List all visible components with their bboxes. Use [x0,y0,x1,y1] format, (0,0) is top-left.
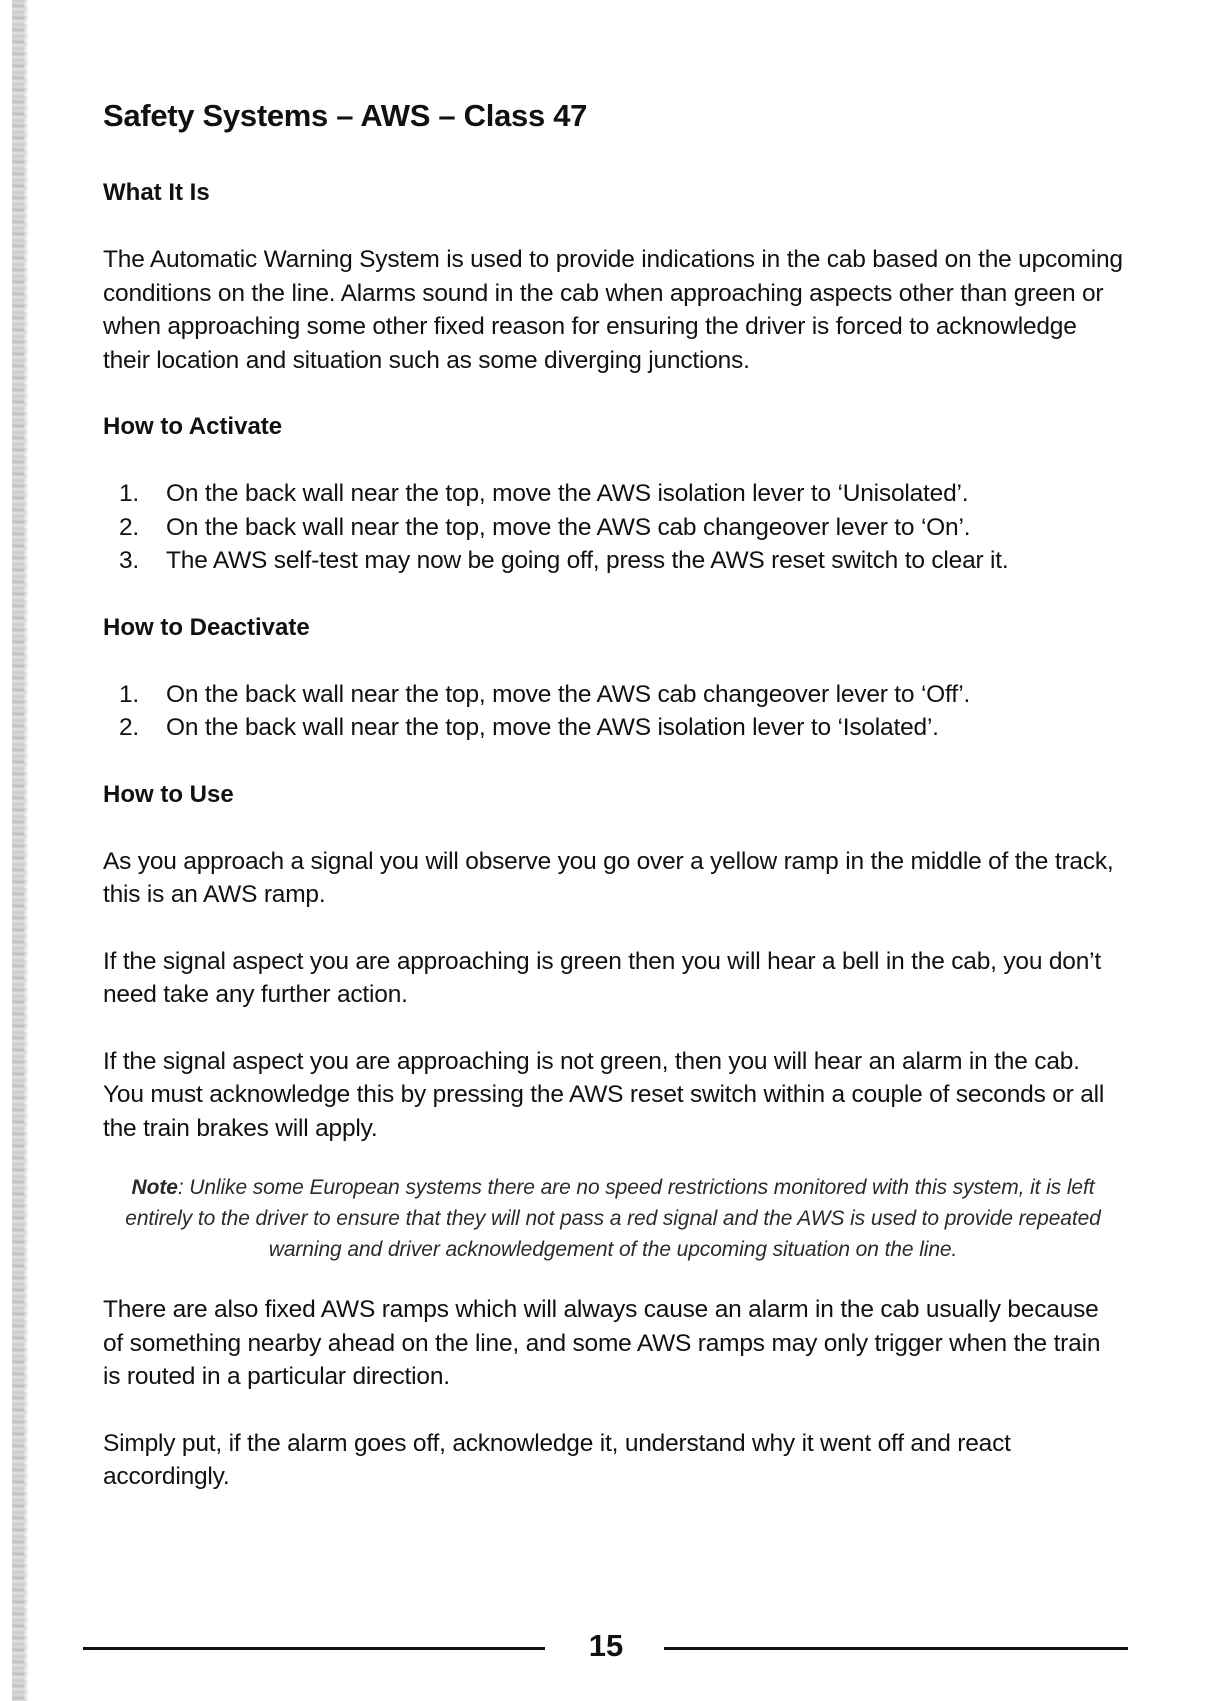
list-number: 1. [119,680,140,708]
page-number: 15 [588,1628,624,1663]
note-text: : Unlike some European systems there are no speed restrictions monitored with this system, it is left entirely to the driver to ensure that they will not pass a red signal and the AWS is used to provide repeated warning and driver acknowledgement of the upcoming situation on the line. [125,1176,1101,1261]
list-item-text: The AWS self-test may now be going off, press the AWS reset switch to clear it. [166,547,1009,574]
list-number: 2. [119,513,140,541]
how-to-use-paragraph: If the signal aspect you are approaching is not green, then you will hear an alarm in the cab. You must acknowledge this by pressing the AWS reset switch within a couple of seconds or all the train brakes will apply. [103,1047,1105,1142]
page-binding-edge-shadow [24,0,28,1701]
note-label: Note [131,1176,178,1199]
deactivate-steps-list [103,678,1123,745]
how-to-use-paragraph: As you approach a signal you will observe you go over a yellow ramp in the middle of the track, this is an AWS ramp. [103,847,1114,908]
closing-paragraph: Simply put, if the alarm goes off, acknowledge it, understand why it went off and react accordingly. [103,1429,1011,1490]
list-item [103,544,1123,578]
section-heading-how-to-activate: How to Activate [103,413,283,440]
note-block [103,1172,1123,1265]
footer-rule-right [664,1647,1128,1650]
footer-rule-left [83,1647,545,1650]
list-number: 2. [119,714,140,741]
how-to-use-paragraph: If the signal aspect you are approaching is green then you will hear a bell in the cab, you don’t need take any further action. [103,947,1101,1008]
page-footer [83,1626,1128,1666]
list-item [103,711,1123,745]
document-page [103,96,1123,1527]
list-number: 1. [119,480,140,507]
section-heading-how-to-use: How to Use [103,780,234,808]
section-heading-what-it-is: What It Is [103,179,210,206]
list-item-text: On the back wall near the top, move the AWS cab changeover lever to ‘Off’. [166,680,971,708]
list-item-text: On the back wall near the top, move the AWS isolation lever to ‘Isolated’. [166,714,939,741]
page-title: Safety Systems – AWS – Class 47 [103,98,588,133]
list-item [103,477,1123,511]
list-item-text: On the back wall near the top, move the AWS isolation lever to ‘Unisolated’. [166,480,969,507]
activate-steps-list [103,477,1123,578]
section-heading-how-to-deactivate: How to Deactivate [103,613,310,641]
closing-paragraph: There are also fixed AWS ramps which will always cause an alarm in the cab usually because of something nearby ahead on the line, and some AWS ramps may only trigger when the train is routed in a particular direction. [103,1296,1101,1390]
list-item [103,511,1123,545]
list-item [103,678,1123,712]
list-item-text: On the back wall near the top, move the AWS cab changeover lever to ‘On’. [166,513,971,541]
what-it-is-paragraph: The Automatic Warning System is used to provide indications in the cab based on the upcoming conditions on the line. Alarms sound in the cab when approaching aspects other than green or when approaching some other fixed reason for ensuring the driver is forced to acknowledge their location and situation such as some diverging junctions. [103,246,1123,374]
list-number: 3. [119,547,140,574]
